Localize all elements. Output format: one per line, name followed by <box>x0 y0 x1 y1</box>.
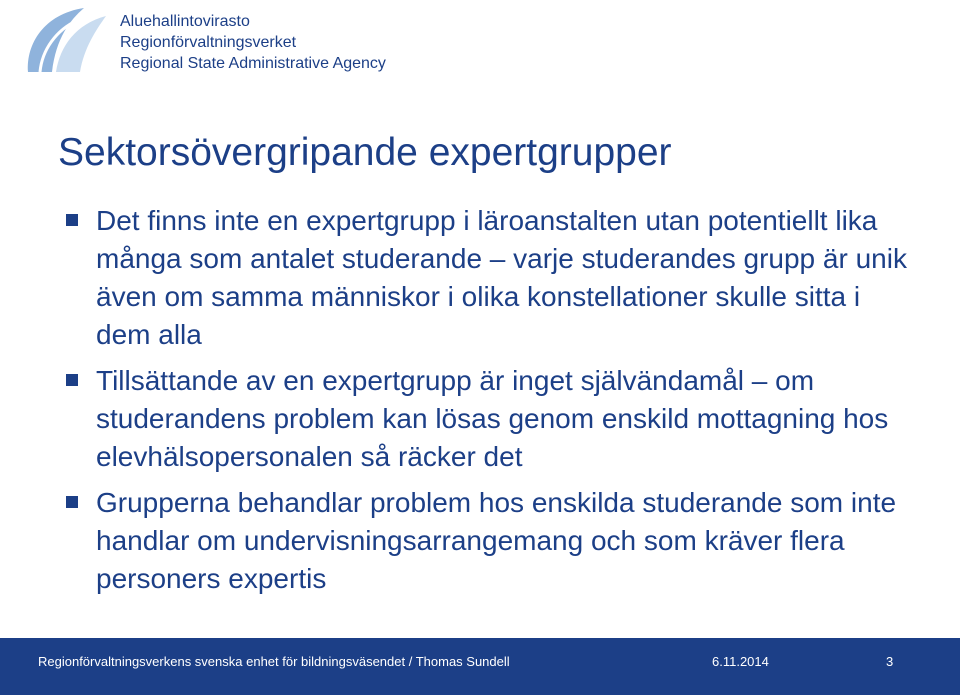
agency-name-swedish: Regionförvaltningsverket <box>120 34 297 51</box>
bullet-text: Grupperna behandlar problem hos enskilda studerande som inte handlar om undervisningsarrangemang och som kräver flera personers expertis <box>96 487 897 594</box>
agency-logo-icon <box>22 4 112 74</box>
footer-text: Regionförvaltningsverkens svenska enhet för bildningsväsendet / Thomas Sundell <box>38 654 510 669</box>
bullet-text: Det finns inte en expertgrupp i läroanstalten utan potentiellt lika många som antalet studerande – varje studerandes grupp är unik även om samma människor i olika konstellationer skulle sitta i dem alla <box>96 205 907 350</box>
footer-bar <box>0 638 960 695</box>
bullet-item <box>62 362 922 476</box>
square-bullet-icon <box>66 214 78 226</box>
square-bullet-icon <box>66 496 78 508</box>
bullet-item <box>62 484 922 598</box>
agency-name-english: Regional State Administrative Agency <box>120 55 386 72</box>
bullet-text: Tillsättande av en expertgrupp är inget självändamål – om studerandens problem kan lösas genom enskild mottagning hos elevhälsopersonalen så räcker det <box>96 365 889 472</box>
bullet-item <box>62 202 922 354</box>
agency-name <box>120 11 386 74</box>
agency-name-finnish: Aluehallintovirasto <box>120 13 250 30</box>
bullet-list <box>62 202 922 606</box>
square-bullet-icon <box>66 374 78 386</box>
page-number: 3 <box>886 654 894 669</box>
footer-date: 6.11.2014 <box>712 654 769 669</box>
slide-title: Sektorsövergripande expertgrupper <box>58 131 672 174</box>
